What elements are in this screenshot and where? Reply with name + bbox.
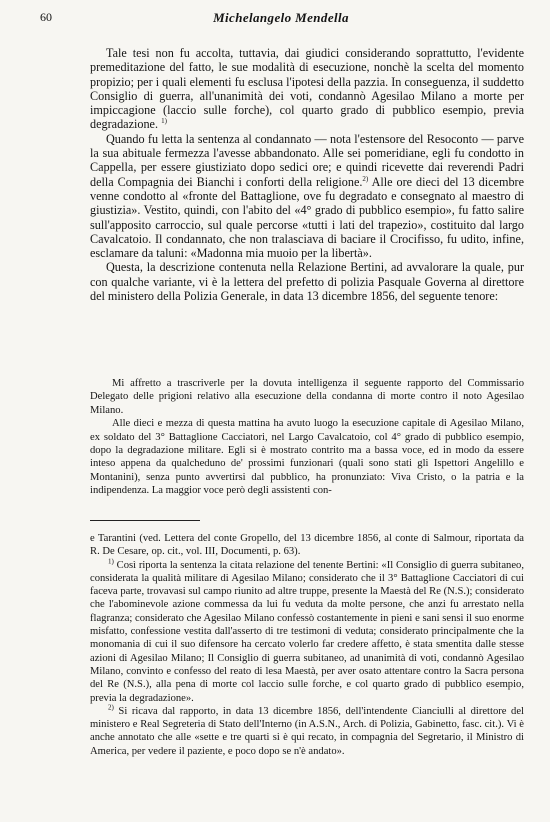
quote-paragraph: Mi affretto a trascriverle per la dovuta intelligenza il seguente rapporto del Commissario Delegato delle prigioni relativo alla esecuzione della condanna di morte contro il noto Agesilao Milano. bbox=[90, 378, 524, 416]
quoted-letter bbox=[90, 377, 524, 498]
footnote-text: Così riporta la sentenza la citata relazione del tenente Bertini: «Il Consiglio di guerra subitaneo, considerata la qualità militare di Agesilao Milano; considerato che il 3° Battaglione Cacciatori di cui faceva parte, trovavasi sul campo riunito ad altre truppe, presente la Maestà del Re (N.S.); considerato che l'abominevole azione commessa da lui fu veduta da molte persone, che anzi fu arrestato nella flagranza; considerato che Agesilao Milano confessò costantemente in pieni e sani sensi il suo enorme misfatto, confessione vestita dall'asserto di tre testimoni di veduta; considerato principalmente che la monomania di cui il suo difensore ha cercato volerlo far credere affetto, è stata smentita dalle stesse azioni di Agesilao Milano; Il Consiglio di guerra subitaneo, ad unanimità di voti, condannò Agesilao Milano, convinto e confesso del reato di lesa Maestà, per aver osato attentare contro la Sacra persona del Re (N.S.), alla pena di morte col laccio sulle forche, e col quarto grado di pubblico esempio, previa la degradazione». bbox=[90, 559, 524, 704]
paragraph-sentence bbox=[90, 46, 524, 132]
paragraph-relazione bbox=[90, 260, 524, 303]
footnote-2 bbox=[90, 705, 524, 758]
paragraph-execution bbox=[90, 132, 524, 261]
page-header bbox=[40, 10, 522, 30]
page-number: 60 bbox=[40, 10, 52, 24]
paragraph-text: Quando fu letta la sentenza al condannato — nota l'estensore del Resoconto — parve la sua abituale fermezza l'avesse abbandonato. Alle sei pomeridiane, egli fu condotto in Cappella, per essere giustiziato dopo sedici ore; e quindi ricevette dai reverendi Padri della Compagnia dei Bianchi i conforti della religione. bbox=[90, 131, 524, 189]
quote-paragraph: Alle dieci e mezza di questa mattina ha avuto luogo la esecuzione capitale di Agesilao Milano, ex soldato del 3° Battaglione Cacciatori, nel Largo Cavalcatoio, col 4° grado di pubblico esempio, dopo la degradazione militare. Egli si è mostrato contrito ma a bassa voce, ed in modo da essere inteso appena da qualcheduno de' prossimi funzionari (quali sono stati gli Ispettori Angelillo e Montanini), senza punto avvertirsi dal pubblico, ha pronunziato: Viva Cristo, o la patria e la indipendenza. La maggior voce però degli assistenti con- bbox=[90, 418, 524, 497]
footnote-1 bbox=[90, 559, 524, 705]
paragraph-text: Questa, la descrizione contenuta nella Relazione Bertini, ad avvalorare la quale, pur con qualche variante, vi è la lettera del prefetto di polizia Pasquale Governa al direttore del ministero della Polizia Generale, in data 13 dicembre 1856, del seguente tenore: bbox=[90, 260, 524, 304]
footnote-divider bbox=[90, 520, 200, 521]
footnote-mark: 1) bbox=[108, 557, 114, 566]
running-head: Michelangelo Mendella bbox=[213, 10, 349, 25]
paragraph-text: Alle ore dieci del 13 dicembre venne condotto al «fronte del Battaglione, ove fu degradato e consegnato al maestro di giustizia». Vestito, quindi, con l'abito del «4° grado di pubblico esempio», fu fatto salire sull'apposito carroccio, sul quale percorse «tutti i lati del trapezio», costituito dal largo Cavalcatoio. Il condannato, che non tralasciava di baciare il Crocifisso, fu udito, infine, esclamare da taluni: «Madonna mia muoio per la libertà». bbox=[90, 174, 525, 261]
footnote-ref: 2) bbox=[362, 174, 369, 183]
footnote-continuation: e Tarantini (ved. Lettera del conte Gropello, del 13 dicembre 1856, al conte di Salmour, riportata da R. De Cesare, op. cit., vol. III, Documenti, p. 63). bbox=[90, 533, 524, 558]
footnote-text: Si ricava dal rapporto, in data 13 dicembre 1856, dell'intendente Cianciulli al direttore del ministero e Real Segreteria di Stato dell'Interno (in A.S.N., Arch. di Polizia, Gabinetto, fasc. cit.). Vi è anche annotato che alle «sette e tre quarti si è qui recato, in compagnia del Segretario, il Ministro di America, per vedere il paziente, e poco dopo se n'è andato». bbox=[90, 705, 524, 757]
paragraph-text: Tale tesi non fu accolta, tuttavia, dai giudici considerando soprattutto, l'evidente premeditazione del fatto, le sue modalità di esecuzione, nonchè la scelta del momento propizio; per i quali elementi fu esclusa l'ipotesi della pazzia. In conseguenza, il suddetto Consiglio di guerra, all'unanimità dei voti, condannò Agesilao Milano a morte per impiccagione (laccio sulle forche), col quarto grado di pubblico esempio, previa degradazione. bbox=[90, 46, 524, 132]
footnote-mark: 2) bbox=[108, 703, 114, 712]
footnotes bbox=[90, 532, 524, 758]
main-text bbox=[90, 46, 524, 303]
footnote-ref: 1) bbox=[161, 117, 167, 126]
